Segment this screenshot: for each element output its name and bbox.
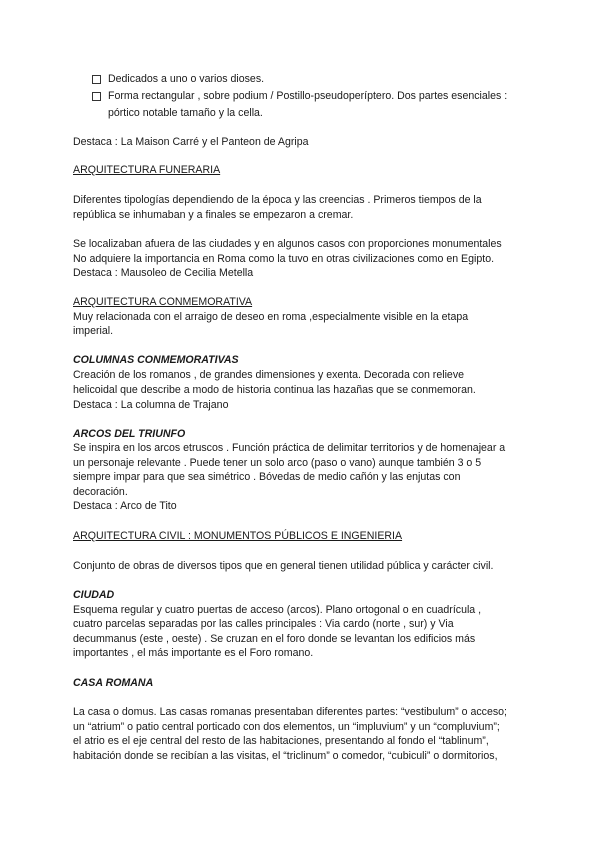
funeraria-p2-l2: No adquiere la importancia en Roma como la tuvo en otras civilizaciones como en Egipto. [73,253,495,265]
bullet-text-2-cont: pórtico notable tamaño y la cella. [108,107,263,119]
arcos-l5: Destaca : Arco de Tito [73,500,177,512]
ciudad-l4: importantes , el más importante es el Foro romano. [73,647,314,659]
civil-p1: Conjunto de obras de diversos tipos que en general tienen utilidad pública y carácter civil. [73,560,494,572]
columnas-l1: Creación de los romanos , de grandes dimensiones y exenta. Decorada con relieve [73,369,465,381]
arcos-l3: siempre impar para que sea simétrico . Bóvedas de medio cañón y las enjutas con [73,471,461,483]
casa-l4: habitación donde se recibían a las visitas, el “triclinum” o comedor, “cubiculi” o dormitorios, [73,750,498,762]
conmemorativa-l2: imperial. [73,325,114,337]
columnas-l2: helicoidal que describe a modo de historia continua las hazañas que se conmemoran. [73,384,476,396]
heading-funeraria: ARQUITECTURA FUNERARIA [73,164,221,176]
ciudad-l2: cuatro parcelas separadas por las calles principales : Via cardo (norte , sur) y Via [73,618,454,630]
columnas-l3: Destaca : La columna de Trajano [73,399,229,411]
heading-casa: CASA ROMANA [73,677,154,689]
checkbox-icon [92,75,101,84]
funeraria-p2-l3: Destaca : Mausoleo de Cecilia Metella [73,267,254,279]
destaca-templos: Destaca : La Maison Carré y el Panteon de Agripa [73,136,309,148]
funeraria-p2-l1: Se localizaban afuera de las ciudades y en algunos casos con proporciones monumentales [73,238,502,250]
ciudad-l3: decummanus (este , oeste) . Se cruzan en el foro donde se levantan los edificios más [73,633,476,645]
heading-civil: ARQUITECTURA CIVIL : MONUMENTOS PÚBLICOS E INGENIERIA [73,530,403,542]
funeraria-p1-l1: Diferentes tipologías dependiendo de la época y las creencias . Primeros tiempos de la [73,194,482,206]
arcos-l1: Se inspira en los arcos etruscos . Función práctica de delimitar territorios y de homenajear a [73,442,506,454]
casa-l2: un “atrium” o patio central porticado con dos elementos, un “impluvium” y un “compluvium”; [73,721,500,733]
heading-ciudad: CIUDAD [73,589,115,601]
heading-columnas: COLUMNAS CONMEMORATIVAS [73,354,239,366]
funeraria-p1-l2: república se inhumaban y a finales se empezaron a cremar. [73,209,354,221]
heading-arcos: ARCOS DEL TRIUNFO [73,428,186,440]
ciudad-l1: Esquema regular y cuatro puertas de acceso (arcos). Plano ortogonal o en cuadrícula , [73,604,482,616]
bullet-text-2: Forma rectangular , sobre podium / Postillo-pseudoperíptero. Dos partes esenciales : [108,90,508,102]
arcos-l4: decoración. [73,486,128,498]
conmemorativa-l1: Muy relacionada con el arraigo de deseo en roma ,especialmente visible en la etapa [73,311,469,323]
casa-l1: La casa o domus. Las casas romanas presentaban diferentes partes: “vestibulum” o acceso; [73,706,507,718]
bullet-text-1: Dedicados a uno o varios dioses. [108,73,265,85]
arcos-l2: un personaje relevante . Puede tener un solo arco (paso o vano) aunque también 3 o 5 [73,457,482,469]
casa-l3: el atrio es el eje central del resto de las habitaciones, presentando al fondo el “tablinum”, [73,735,489,747]
checkbox-icon [92,92,101,101]
heading-conmemorativa: ARQUITECTURA CONMEMORATIVA [73,296,253,308]
